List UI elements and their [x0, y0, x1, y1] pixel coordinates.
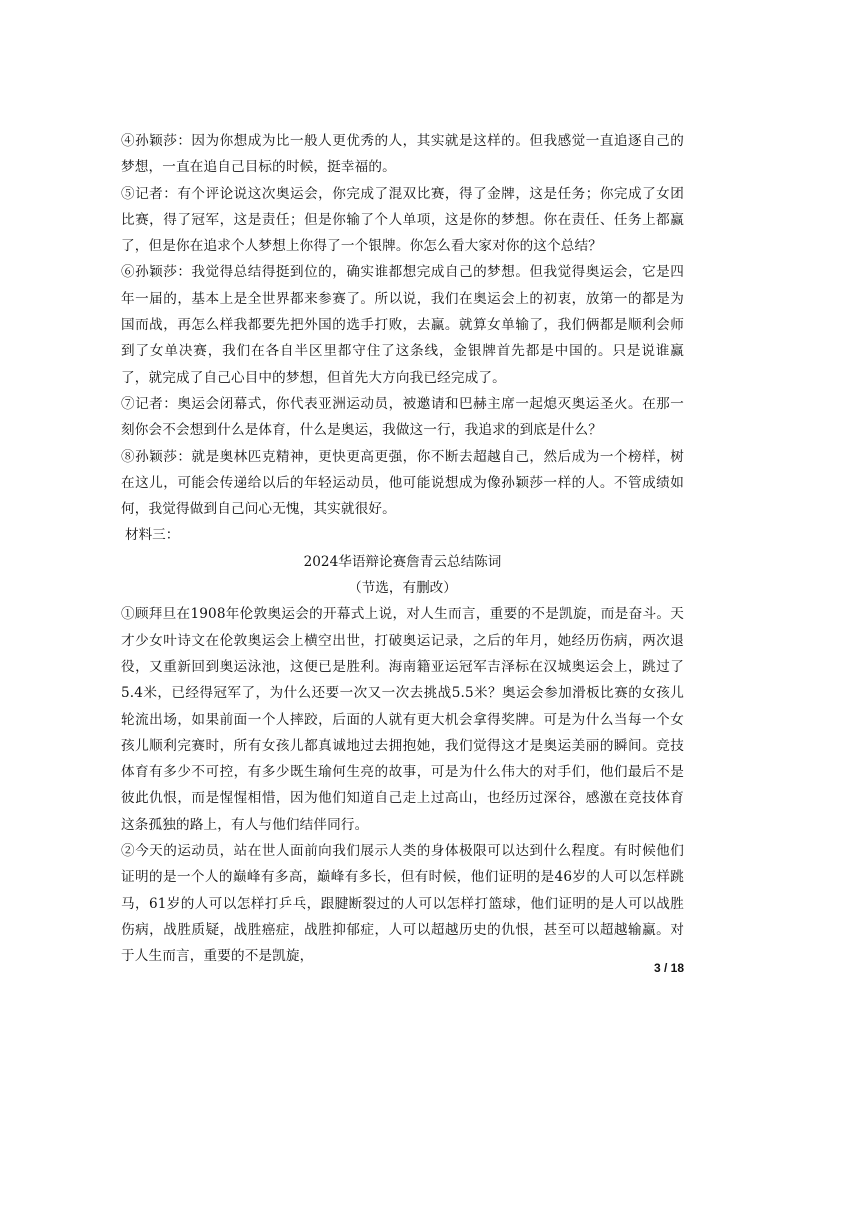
document-body — [121, 128, 684, 970]
paragraph-8: ⑧孙颖莎：就是奥林匹克精神，更快更高更强，你不断去超越自己，然后成为一个榜样，树在这儿，可能会传递给以后的年轻运动员，他可能说想成为像孙颖莎一样的人。不管成绩如何，我觉得做到自己问心无愧，其实就很好。 — [121, 448, 684, 518]
speech-paragraph-2: ②今天的运动员，站在世人面前向我们展示人类的身体极限可以达到什么程度。有时候他们证明的是一个人的巅峰有多高，巅峰有多长，但有时候，他们证明的是46岁的人可以怎样跳马，61岁的人可以怎样打乒乓，跟腱断裂过的人可以怎样打篮球，他们证明的是人可以战胜伤病，战胜质疑，战胜癌症，战胜抑郁症，人可以超越历史的仇恨，甚至可以超越输赢。对于人生而言，重要的不是凯旋， — [121, 843, 684, 965]
speech-paragraph-1: ①顾拜旦在1908年伦敦奥运会的开幕式上说，对人生而言，重要的不是凯旋，而是奋斗。天才少女叶诗文在伦敦奥运会上横空出世，打破奥运记录，之后的年月，她经历伤病，两次退役，又重新回到奥运泳池，这便已是胜利。海南籍亚运冠军吉泽标在汉城奥运会上，跳过了5.4米，已经得冠军了，为什么还要一次又一次去挑战5.5米？奥运会参加滑板比赛的女孩儿轮流出场，如果前面一个人摔跤，后面的人就有更大机会拿得奖牌。可是为什么当每一个女孩儿顺利完赛时，所有女孩儿都真诚地过去拥抱她，我们觉得这才是奥运美丽的瞬间。竞技体育有多少不可控，有多少既生瑜何生亮的故事，可是为什么伟大的对手们，他们最后不是彼此仇恨，而是惺惺相惜，因为他们知道自己走上过高山，也经历过深谷，感激在竞技体育这条孤独的路上，有人与他们结伴同行。 — [121, 606, 684, 833]
speech-title: 2024华语辩论赛詹青云总结陈词 — [303, 553, 502, 570]
material-label: 材料三： — [125, 527, 180, 544]
paragraph-6: ⑥孙颖莎：我觉得总结得挺到位的，确实谁都想完成自己的梦想。但我觉得奥运会，它是四年一届的，基本上是全世界都来参赛了。所以说，我们在奥运会上的初衷，放第一的都是为国而战，再怎么样我都要先把外国的选手打败，去赢。就算女单输了，我们俩都是顺利会师到了女单决赛，我们在各自半区里都守住了这条线，金银牌首先都是中国的。只是说谁赢了，就完成了自己心目中的梦想，但首先大方向我已经完成了。 — [121, 264, 684, 386]
paragraph-7: ⑦记者：奥运会闭幕式，你代表亚洲运动员，被邀请和巴赫主席一起熄灭奥运圣火。在那一刻你会不会想到什么是体育，什么是奥运，我做这一行，我追求的到底是什么？ — [121, 395, 684, 439]
page-number: 3 / 18 — [653, 961, 684, 975]
paragraph-4: ④孙颖莎：因为你想成为比一般人更优秀的人，其实就是这样的。但我感觉一直追逐自己的梦想，一直在追自己目标的时候，挺幸福的。 — [121, 133, 684, 176]
paragraph-5: ⑤记者：有个评论说这次奥运会，你完成了混双比赛，得了金牌，这是任务；你完成了女团比赛，得了冠军，这是责任；但是你输了个人单项，这是你的梦想。你在责任、任务上都赢了，但是你在追求个人梦想上你得了一个银牌。你怎么看大家对你的这个总结？ — [121, 185, 684, 255]
speech-subtitle: （节选，有删改） — [348, 580, 457, 597]
